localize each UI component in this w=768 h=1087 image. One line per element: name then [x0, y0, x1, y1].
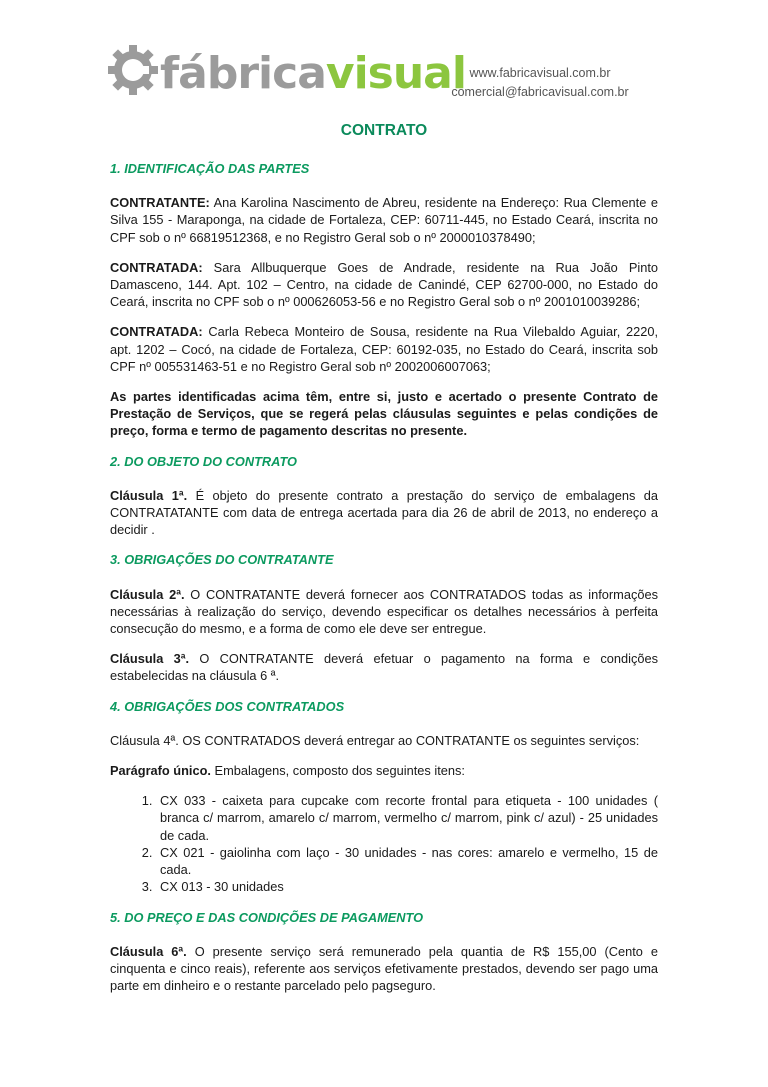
party-label: CONTRATADA: — [110, 259, 203, 275]
document-title: CONTRATO — [340, 122, 428, 139]
clause-3 — [110, 650, 658, 684]
logo-text-bold: visual — [325, 48, 466, 99]
section-heading-2: 2. DO OBJETO DO CONTRATO — [110, 453, 297, 469]
clause-label: Cláusula 2ª. — [110, 586, 185, 602]
party-label: CONTRATANTE: — [110, 195, 210, 211]
list-item: 1. CX 033 - caixeta para cupcake com recorte frontal para etiqueta - 100 unidades ( branca c/ marrom, amarelo c/ marrom, vermelho c/ marrom, pink c/ azul) - 25 unidades de cada. — [156, 792, 658, 844]
email-link[interactable]: comercial@fabricavisual.com.br — [451, 85, 629, 99]
party-text: Carla Rebeca Monteiro de Sousa, residente na Rua Vilebaldo Aguiar, 2220, apt. 1202 – Cocó, na cidade de Fortaleza, CEP: 60192-035, no Estado do Ceará, inscrita sob CPF nº 005531463-51 e no Registro Geral sob nº 2002006007063; — [110, 324, 658, 374]
clause-text: É objeto do presente contrato a prestação do serviço de embalagens da CONTRATATANTE com data de entrega acertada para dia 26 de abril de 2013, no endereço a decidir . — [110, 487, 658, 538]
clause-text: O presente serviço será remunerado pela quantia de R$ 155,00 (Cento e cinquenta e cinco reais), referente aos serviços efetivamente prestados, devendo ser pago uma parte em dinheiro e o restante parcelado pelo pagseguro. — [110, 943, 658, 994]
section-heading-5: 5. DO PREÇO E DAS CONDIÇÕES DE PAGAMENTO — [110, 909, 424, 925]
party-contratada-1 — [110, 259, 658, 311]
clause-2 — [110, 586, 658, 638]
party-contratante — [110, 194, 658, 246]
paragraph-label: Parágrafo único. — [110, 763, 211, 779]
paragraph-text: Embalagens, composto dos seguintes itens: — [210, 763, 465, 779]
fabricavisual-logo — [108, 40, 466, 100]
clause-1 — [110, 487, 658, 539]
party-text: Ana Karolina Nascimento de Abreu, residente na Endereço: Rua Clemente e Silva 155 - Maraponga, na cidade de Fortaleza, CEP: 60711-445, no Estado Ceará, inscrita no CPF sob o nº 66819512368, e no Registro Geral sob o nº 2000010378490; — [110, 195, 658, 245]
party-contratada-2 — [110, 323, 658, 375]
parties-agreement: As partes identificadas acima têm, entre si, justo e acertado o presente Contrato de Prestação de Serviços, que se regerá pelas cláusulas seguintes e pelas condições de preço, forma e termo de pagamento descritas no presente. — [110, 389, 658, 439]
svg-text:fábricavisual — [160, 48, 466, 99]
party-label: CONTRATADA: — [110, 324, 203, 340]
website-link[interactable]: www.fabricavisual.com.br — [469, 66, 611, 80]
clause-text: O CONTRATANTE deverá fornecer aos CONTRATADOS todas as informações necessárias à realização do serviço, devendo especificar os detalhes necessários à perfeita consecução do mesmo, e a forma de como ele deve ser entregue. — [110, 586, 658, 637]
section-heading-3: 3. OBRIGAÇÕES DO CONTRATANTE — [110, 552, 334, 568]
paragrafo-unico — [110, 762, 658, 779]
contact-info — [440, 64, 640, 102]
list-item: 3. CX 013 - 30 unidades — [156, 878, 658, 895]
clause-label: Cláusula 6ª. — [110, 943, 187, 959]
clause-4: Cláusula 4ª. OS CONTRATADOS deverá entregar ao CONTRATANTE os seguintes serviços: — [110, 732, 640, 748]
section-heading-4: 4. OBRIGAÇÕES DOS CONTRATADOS — [110, 698, 345, 714]
items-list — [110, 792, 658, 895]
list-item: 2. CX 021 - gaiolinha com laço - 30 unidades - nas cores: amarelo e vermelho, 15 de cada. — [156, 844, 658, 878]
gear-icon — [108, 45, 158, 95]
document-body — [110, 160, 658, 1007]
clause-label: Cláusula 3ª. — [110, 651, 190, 667]
party-text: Sara Allbuquerque Goes de Andrade, residente na Rua João Pinto Damasceno, 144. Apt. 102 – Centro, na cidade de Canindé, CEP 62700-000, no Estado do Ceará, inscrita no CPF sob o nº 000626053-56 e no Registro Geral sob o nº 2001010039286; — [110, 259, 658, 310]
clause-text: O CONTRATANTE deverá efetuar o pagamento na forma e condições estabelecidas na cláusula 6 ª. — [110, 651, 658, 684]
clause-6 — [110, 943, 658, 995]
logo-text-light: fábrica — [160, 48, 326, 99]
clause-label: Cláusula 1ª. — [110, 487, 188, 503]
section-heading-1: 1. IDENTIFICAÇÃO DAS PARTES — [110, 161, 310, 176]
